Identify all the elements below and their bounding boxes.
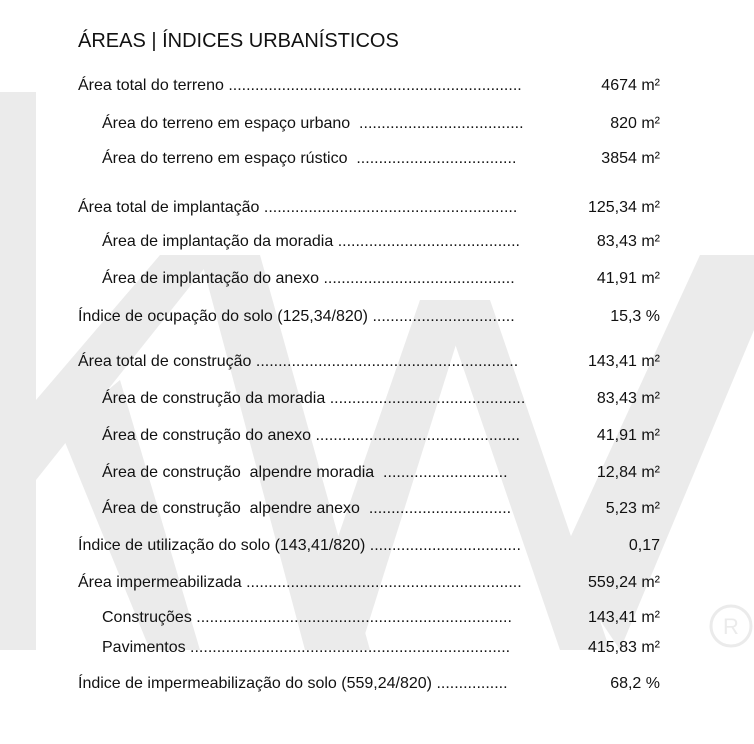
row-label: Área impermeabilizada .............................................................. <box>78 574 522 591</box>
row-label: Área de implantação da moradia ......................................... <box>102 233 520 250</box>
row-value: 415,83 m² <box>587 639 660 656</box>
table-row <box>0 537 754 559</box>
row-label: Área de construção da moradia ............................................ <box>102 390 526 407</box>
row-value: 125,34 m² <box>587 199 660 216</box>
row-value: 83,43 m² <box>596 233 660 250</box>
table-row <box>0 675 754 697</box>
row-label: Área de construção alpendre anexo ................................ <box>102 500 512 517</box>
row-value: 15,3 % <box>610 308 660 325</box>
row-value: 12,84 m² <box>596 464 660 481</box>
row-value: 820 m² <box>610 115 660 132</box>
table-row <box>0 500 754 522</box>
table-row <box>0 639 754 661</box>
row-value: 83,43 m² <box>596 390 660 407</box>
svg-text:R: R <box>723 614 739 639</box>
row-value: 5,23 m² <box>605 500 660 517</box>
table-row <box>0 77 754 99</box>
row-label: Área de construção alpendre moradia ............................ <box>102 464 508 481</box>
row-label: Área total de implantação ......................................................... <box>78 199 518 216</box>
row-label: Índice de ocupação do solo (125,34/820) ................................ <box>78 308 515 325</box>
row-value: 143,41 m² <box>587 609 660 626</box>
row-label: Área de implantação do anexo ........................................... <box>102 270 515 287</box>
table-row <box>0 233 754 255</box>
table-row <box>0 270 754 292</box>
table-row <box>0 390 754 412</box>
row-label: Índice de impermeabilização do solo (559,24/820) ................ <box>78 675 508 692</box>
row-value: 3854 m² <box>601 150 660 167</box>
row-label: Área do terreno em espaço urbano ..................................... <box>102 115 524 132</box>
page-title: ÁREAS | ÍNDICES URBANÍSTICOS <box>78 30 399 52</box>
row-label: Construções ....................................................................... <box>102 609 512 626</box>
table-row <box>0 115 754 137</box>
row-value: 41,91 m² <box>596 270 660 287</box>
row-label: Pavimentos ........................................................................ <box>102 639 511 656</box>
row-label: Índice de utilização do solo (143,41/820) .................................. <box>78 537 521 554</box>
row-value: 143,41 m² <box>587 353 660 370</box>
table-row <box>0 427 754 449</box>
table-row <box>0 574 754 596</box>
table-row <box>0 199 754 221</box>
table-row <box>0 609 754 631</box>
row-value: 559,24 m² <box>587 574 660 591</box>
row-label: Área total do terreno .................................................................. <box>78 77 522 94</box>
row-value: 68,2 % <box>610 675 660 692</box>
row-value: 4674 m² <box>601 77 660 94</box>
row-value: 41,91 m² <box>596 427 660 444</box>
row-label: Área total de construção ........................................................... <box>78 353 519 370</box>
table-row <box>0 353 754 375</box>
row-value: 0,17 <box>628 537 660 554</box>
row-label: Área do terreno em espaço rústico .................................... <box>102 150 517 167</box>
row-label: Área de construção do anexo .............................................. <box>102 427 520 444</box>
table-row <box>0 150 754 172</box>
table-row <box>0 308 754 330</box>
table-row <box>0 464 754 486</box>
